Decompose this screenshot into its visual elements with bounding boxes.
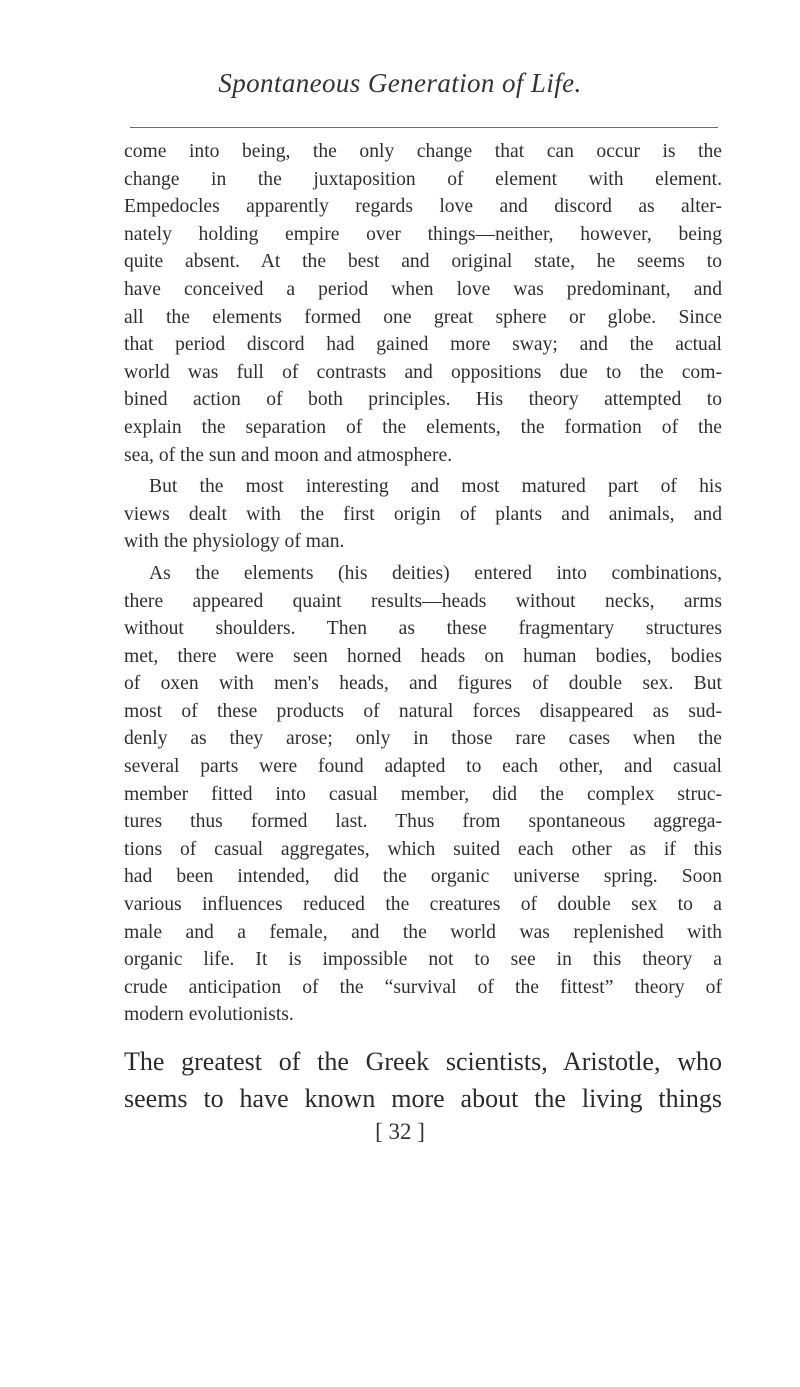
- text-line: views dealt with the first origin of plants and animals, and: [124, 503, 722, 525]
- text-line: met, there were seen horned heads on human bodies, bodies: [124, 645, 722, 667]
- body-text: [124, 138, 722, 1029]
- text-line: have conceived a period when love was predominant, and: [124, 278, 722, 300]
- text-line: nately holding empire over things—neither, however, being: [124, 223, 722, 245]
- paragraph: [124, 560, 722, 1029]
- text-line: sea, of the sun and moon and atmosphere.: [124, 444, 453, 466]
- text-line: quite absent. At the best and original state, he seems to: [124, 251, 722, 273]
- large-text-line: The greatest of the Greek scientists, Aristotle, who: [124, 1047, 722, 1076]
- text-line: change in the juxtaposition of element with element.: [124, 168, 722, 190]
- text-line: various influences reduced the creatures of double sex to a: [124, 894, 722, 916]
- large-text-block: [124, 1043, 722, 1117]
- text-line: tures thus formed last. Thus from spontaneous aggrega-: [124, 811, 722, 833]
- text-line: denly as they arose; only in those rare cases when the: [124, 728, 722, 750]
- text-line: male and a female, and the world was replenished with: [124, 921, 722, 943]
- header-rule: [130, 127, 718, 128]
- text-line: Empedocles apparently regards love and discord as alter-: [124, 196, 722, 218]
- text-line: without shoulders. Then as these fragmentary structures: [124, 618, 722, 640]
- text-line: world was full of contrasts and oppositions due to the com-: [124, 361, 722, 383]
- text-line: member fitted into casual member, did the complex struc-: [124, 783, 722, 805]
- text-line: tions of casual aggregates, which suited each other as if this: [124, 838, 722, 860]
- text-line: But the most interesting and most matured part of his: [149, 476, 722, 498]
- large-text-line: seems to have known more about the living things: [124, 1084, 722, 1113]
- paragraph: [124, 138, 722, 469]
- text-line: come into being, the only change that can occur is the: [124, 141, 722, 162]
- text-line: explain the separation of the elements, the formation of the: [124, 416, 722, 438]
- text-line: modern evolutionists.: [124, 1004, 294, 1026]
- text-line: of oxen with men's heads, and figures of double sex. But: [124, 673, 722, 695]
- text-line: most of these products of natural forces disappeared as sud-: [124, 700, 722, 722]
- running-head: Spontaneous Generation of Life.: [218, 68, 582, 98]
- text-line: crude anticipation of the “survival of the fittest” theory of: [124, 976, 722, 998]
- text-line: there appeared quaint results—heads without necks, arms: [124, 590, 722, 612]
- text-line: bined action of both principles. His theory attempted to: [124, 389, 722, 411]
- text-line: all the elements formed one great sphere or globe. Since: [124, 306, 722, 328]
- text-line: As the elements (his deities) entered into combinations,: [149, 562, 722, 584]
- text-line: with the physiology of man.: [124, 531, 345, 553]
- paragraph: [124, 473, 722, 556]
- text-line: had been intended, did the organic universe spring. Soon: [124, 866, 722, 888]
- text-line: organic life. It is impossible not to see in this theory a: [124, 949, 722, 971]
- text-line: that period discord had gained more sway; and the actual: [124, 334, 722, 356]
- page-number: [ 32 ]: [375, 1119, 425, 1144]
- text-line: several parts were found adapted to each other, and casual: [124, 756, 722, 778]
